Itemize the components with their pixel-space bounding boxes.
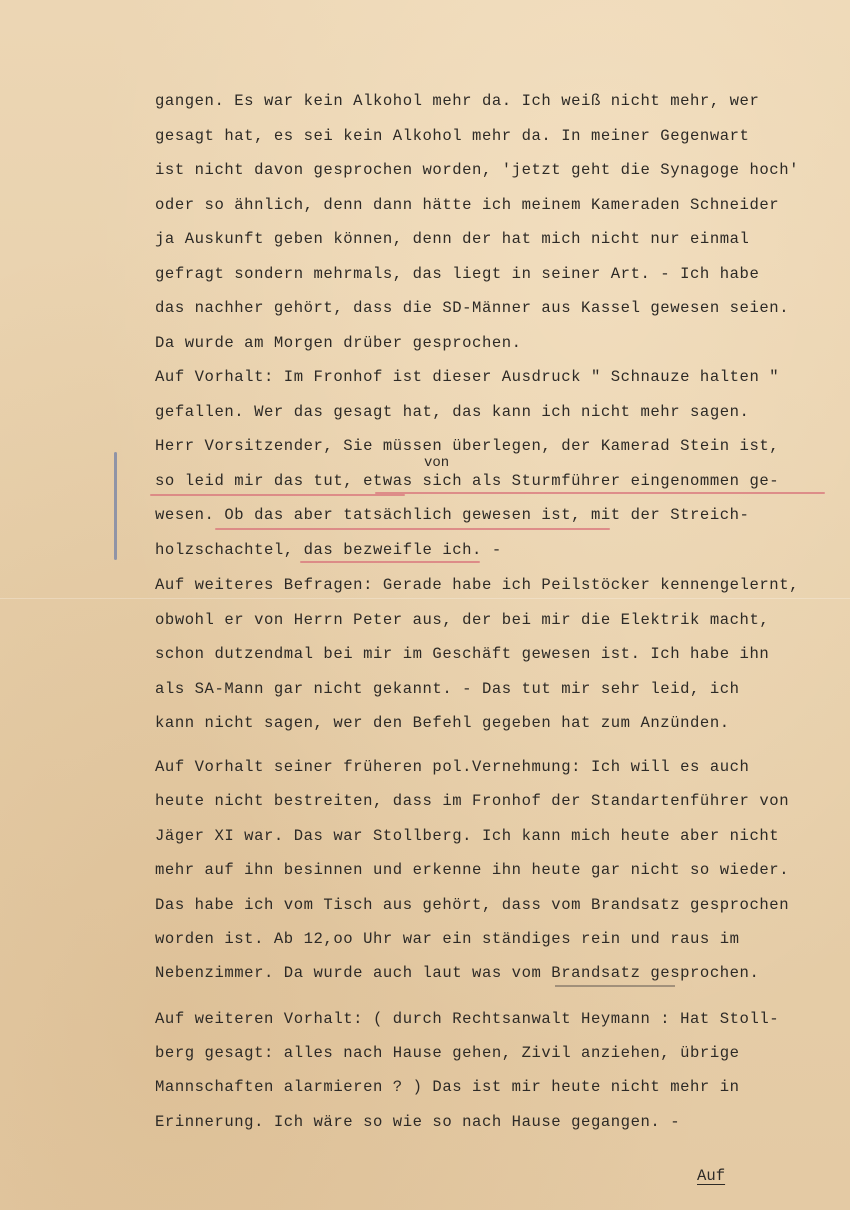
pencil-underline	[555, 985, 675, 987]
text-line: gefragt sondern mehrmals, das liegt in seiner Art. - Ich habe	[155, 265, 760, 283]
text-line: mehr auf ihn besinnen und erkenne ihn heute gar nicht so wieder.	[155, 861, 790, 879]
text-line: Nebenzimmer. Da wurde auch laut was vom Brandsatz gesprochen.	[155, 964, 760, 982]
text-line: Auf Vorhalt seiner früheren pol.Vernehmung: Ich will es auch	[155, 758, 750, 776]
catchword: Auf	[697, 1167, 726, 1185]
text-line: Erinnerung. Ich wäre so wie so nach Hause gegangen. -	[155, 1113, 681, 1131]
text-line: obwohl er von Herrn Peter aus, der bei mir die Elektrik macht,	[155, 611, 770, 629]
text-line: Da wurde am Morgen drüber gesprochen.	[155, 334, 522, 352]
text-line: Jäger XI war. Das war Stollberg. Ich kann mich heute aber nicht	[155, 827, 780, 845]
text-line: gefallen. Wer das gesagt hat, das kann ich nicht mehr sagen.	[155, 403, 750, 421]
text-line: schon dutzendmal bei mir im Geschäft gewesen ist. Ich habe ihn	[155, 645, 770, 663]
text-line: holzschachtel, das bezweifle ich. -	[155, 541, 502, 559]
text-line: Auf weiteres Befragen: Gerade habe ich Peilstöcker kennengelernt,	[155, 576, 800, 594]
text-line: Auf weiteren Vorhalt: ( durch Rechtsanwalt Heymann : Hat Stoll-	[155, 1010, 780, 1028]
text-line: wesen. Ob das aber tatsächlich gewesen ist, mit der Streich-	[155, 506, 750, 524]
text-line: Das habe ich vom Tisch aus gehört, dass vom Brandsatz gesprochen	[155, 896, 790, 914]
red-underline	[375, 492, 825, 494]
text-line: Auf Vorhalt: Im Fronhof ist dieser Ausdruck " Schnauze halten "	[155, 368, 780, 386]
text-line: berg gesagt: alles nach Hause gehen, Zivil anziehen, übrige	[155, 1044, 740, 1062]
text-line: ist nicht davon gesprochen worden, 'jetzt geht die Synagoge hoch'	[155, 161, 800, 179]
text-line: das nachher gehört, dass die SD-Männer aus Kassel gewesen seien.	[155, 299, 790, 317]
text-line: so leid mir das tut, etwas sich als Sturmführer eingenommen ge-	[155, 472, 780, 490]
red-underline	[150, 494, 405, 496]
red-underline	[215, 528, 610, 530]
text-line: worden ist. Ab 12,oo Uhr war ein ständiges rein und raus im	[155, 930, 740, 948]
text-line: heute nicht bestreiten, dass im Fronhof der Standartenführer von	[155, 792, 790, 810]
text-line: als SA-Mann gar nicht gekannt. - Das tut mir sehr leid, ich	[155, 680, 740, 698]
text-line: oder so ähnlich, denn dann hätte ich meinem Kameraden Schneider	[155, 196, 780, 214]
text-line: gesagt hat, es sei kein Alkohol mehr da. In meiner Gegenwart	[155, 127, 750, 145]
text-line: Herr Vorsitzender, Sie müssen überlegen, der Kamerad Stein ist,	[155, 437, 780, 455]
interlinear-insert: von	[424, 455, 450, 471]
text-line: Mannschaften alarmieren ? ) Das ist mir heute nicht mehr in	[155, 1078, 740, 1096]
text-line: gangen. Es war kein Alkohol mehr da. Ich weiß nicht mehr, wer	[155, 92, 760, 110]
text-line: ja Auskunft geben können, denn der hat mich nicht nur einmal	[155, 230, 750, 248]
text-line: kann nicht sagen, wer den Befehl gegeben hat zum Anzünden.	[155, 714, 730, 732]
paper-crease	[0, 598, 850, 599]
margin-mark	[114, 452, 117, 560]
red-underline	[300, 561, 480, 563]
